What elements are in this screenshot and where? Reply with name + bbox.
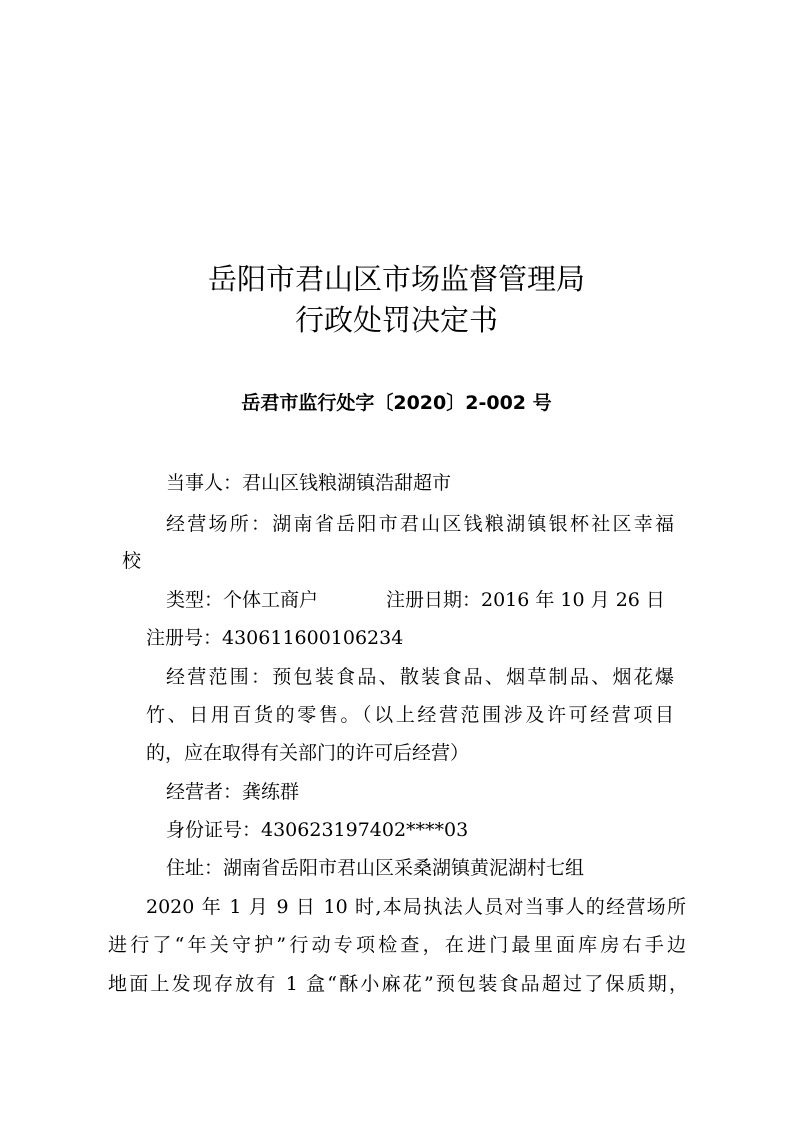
- document-title-type: 行政处罚决定书: [294, 303, 498, 337]
- premises-line-2: 校: [122, 550, 142, 572]
- document-number: 岳君市监行处字〔2020〕2-002 号: [241, 392, 552, 414]
- scope-line-3: 的，应在取得有关部门的许可后经营）: [146, 742, 470, 764]
- operator-line: 经营者：龚练群: [166, 781, 300, 803]
- id-number-line: 身份证号：430623197402****03: [166, 819, 469, 841]
- document-title-agency: 岳阳市君山区市场监督管理局: [207, 262, 585, 296]
- registration-date: 注册日期：2016 年 10 月 26 日: [386, 589, 665, 611]
- paragraph-line-1: 2020 年 1 月 9 日 10 时,本局执法人员对当事人的经营场所: [146, 896, 686, 918]
- scope-line-2: 竹、日用百货的零售。（以上经营范围涉及许可经营项目: [146, 704, 674, 726]
- paragraph-line-2: 进行了“年关守护”行动专项检查，在进门最里面库房右手边: [108, 934, 686, 956]
- address-line: 住址：湖南省岳阳市君山区采桑湖镇黄泥湖村七组: [166, 857, 585, 879]
- paragraph-line-3: 地面上发现存放有 1 盒“酥小麻花”预包装食品超过了保质期，: [108, 973, 688, 995]
- registration-number: 注册号：430611600106234: [146, 627, 404, 649]
- business-type: 类型：个体工商户: [166, 589, 319, 611]
- premises-line-1: 经营场所：湖南省岳阳市君山区钱粮湖镇银杯社区幸福: [166, 513, 674, 535]
- scope-line-1: 经营范围：预包装食品、散装食品、烟草制品、烟花爆: [166, 666, 674, 688]
- party-line: 当事人：君山区钱粮湖镇浩甜超市: [166, 472, 452, 494]
